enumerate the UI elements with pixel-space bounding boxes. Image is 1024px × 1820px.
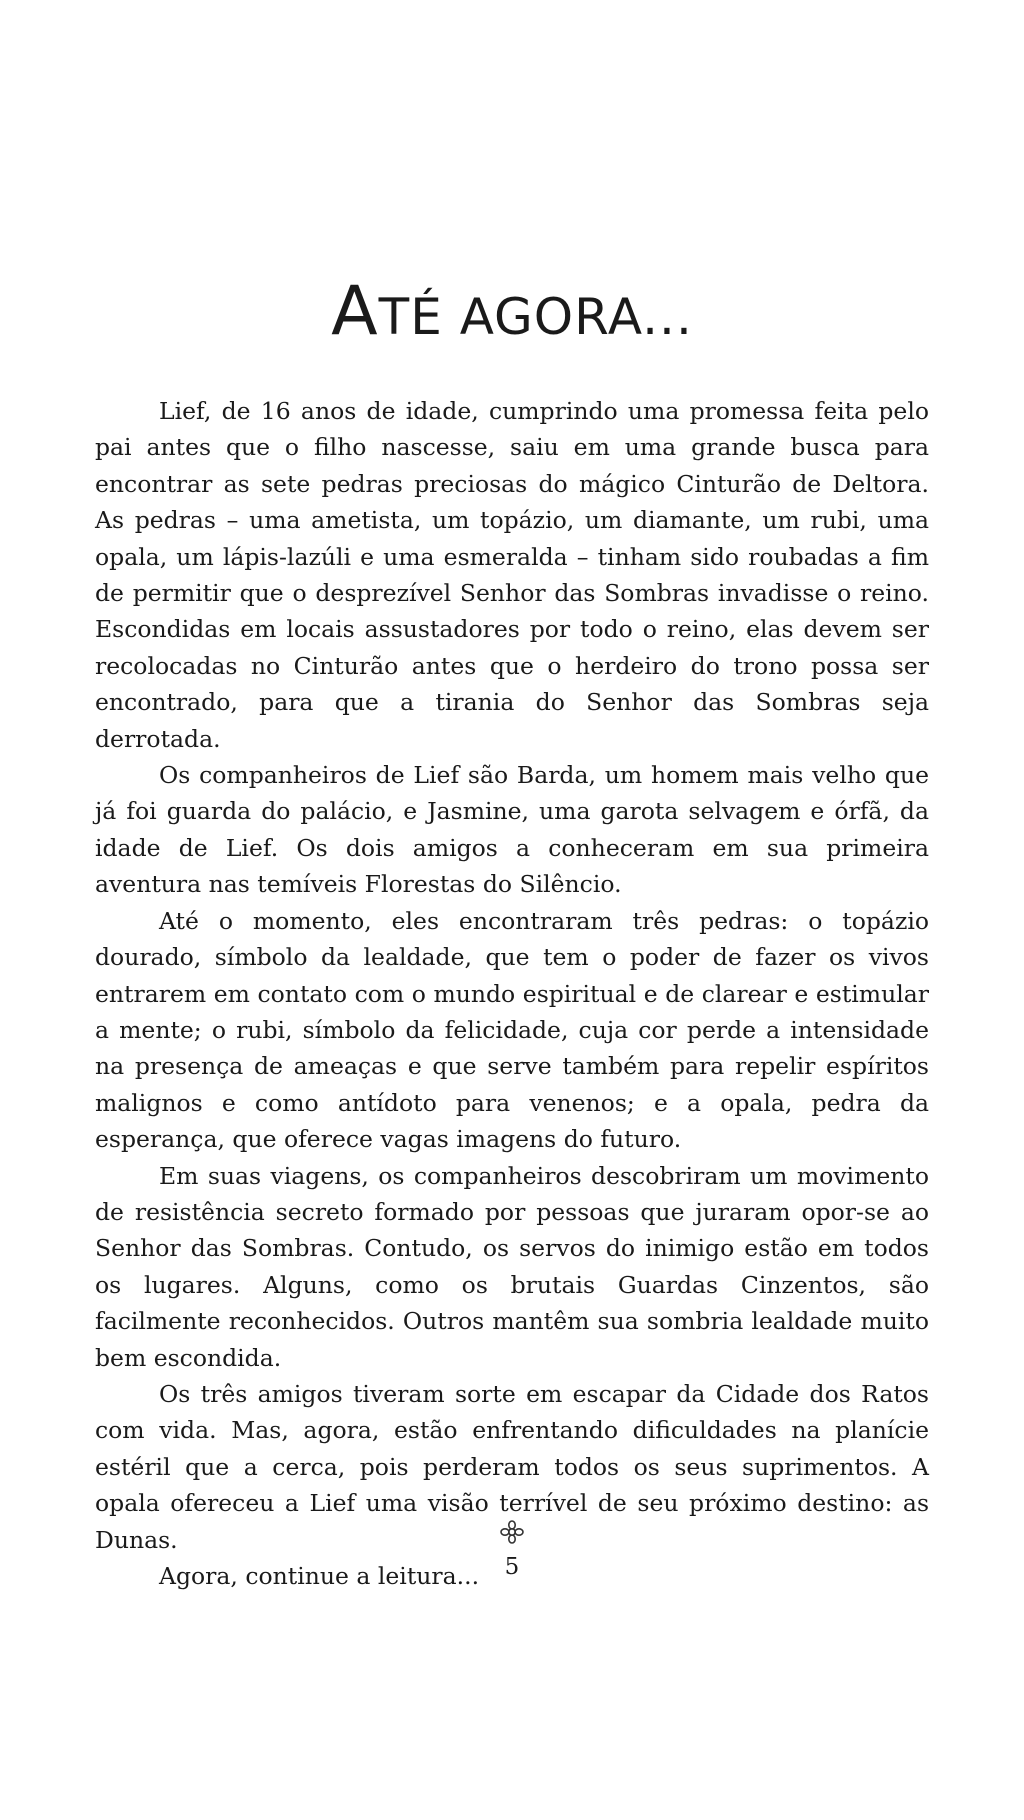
paragraph-6: Agora, continue a leitura... xyxy=(159,1562,480,1590)
page-title-rest: TÉ AGORA... xyxy=(378,288,693,346)
paragraph-5: Os três amigos tiveram sorte em escapar da Cidade dos Ratos com vida. Mas, agora, estão enfrentando dificuldades na planície estéril que a cerca, pois perderam todos os seus suprimentos. A opala ofereceu a Lief uma visão terrível de seu próximo destino: as Dunas. xyxy=(95,1379,929,1554)
paragraph-4: Em suas viagens, os companheiros descobriram um movimento de resistência secreto formado por pessoas que juraram opor-se ao Senhor das Sombras. Contudo, os servos do inimigo estão em todos os lugares. Alguns, como os brutais Guardas Cinzentos, são facilmente reconhecidos. Outros mantêm sua sombria lealdade muito bem escondida. xyxy=(95,1161,929,1372)
page-title-initial: A xyxy=(331,272,379,351)
body-text xyxy=(95,393,929,1594)
page-title xyxy=(0,272,1024,351)
page-number: 5 xyxy=(504,1554,520,1580)
floral-ornament-icon xyxy=(497,1519,527,1545)
paragraph-1: Lief, de 16 anos de idade, cumprindo uma promessa feita pelo pai antes que o filho nascesse, saiu em uma grande busca para encontrar as sete pedras preciosas do mágico Cinturão de Deltora. As pedras – uma ametista, um topázio, um diamante, um rubi, uma opala, um lápis-lazúli e uma esmeralda – tinham sido roubadas a fim de permitir que o desprezível Senhor das Sombras invadisse o reino. Escondidas em locais assustadores por todo o reino, elas devem ser recolocadas no Cinturão antes que o herdeiro do trono possa ser encontrado, para que a tirania do Senhor das Sombras seja derrotada. xyxy=(95,397,929,753)
paragraph-3: Até o momento, eles encontraram três pedras: o topázio dourado, símbolo da lealdade, que tem o poder de fazer os vivos entrarem em contato com o mundo espiritual e de clarear e estimular a mente; o rubi, símbolo da felicidade, cuja cor perde a intensidade na presença de ameaças e que serve também para repelir espíritos malignos e como antídoto para venenos; e a opala, pedra da esperança, que oferece vagas imagens do futuro. xyxy=(95,906,929,1154)
paragraph-2: Os companheiros de Lief são Barda, um homem mais velho que já foi guarda do palácio, e Jasmine, uma garota selvagem e órfã, da idade de Lief. Os dois amigos a conheceram em sua primeira aventura nas temíveis Florestas do Silêncio. xyxy=(95,761,929,899)
